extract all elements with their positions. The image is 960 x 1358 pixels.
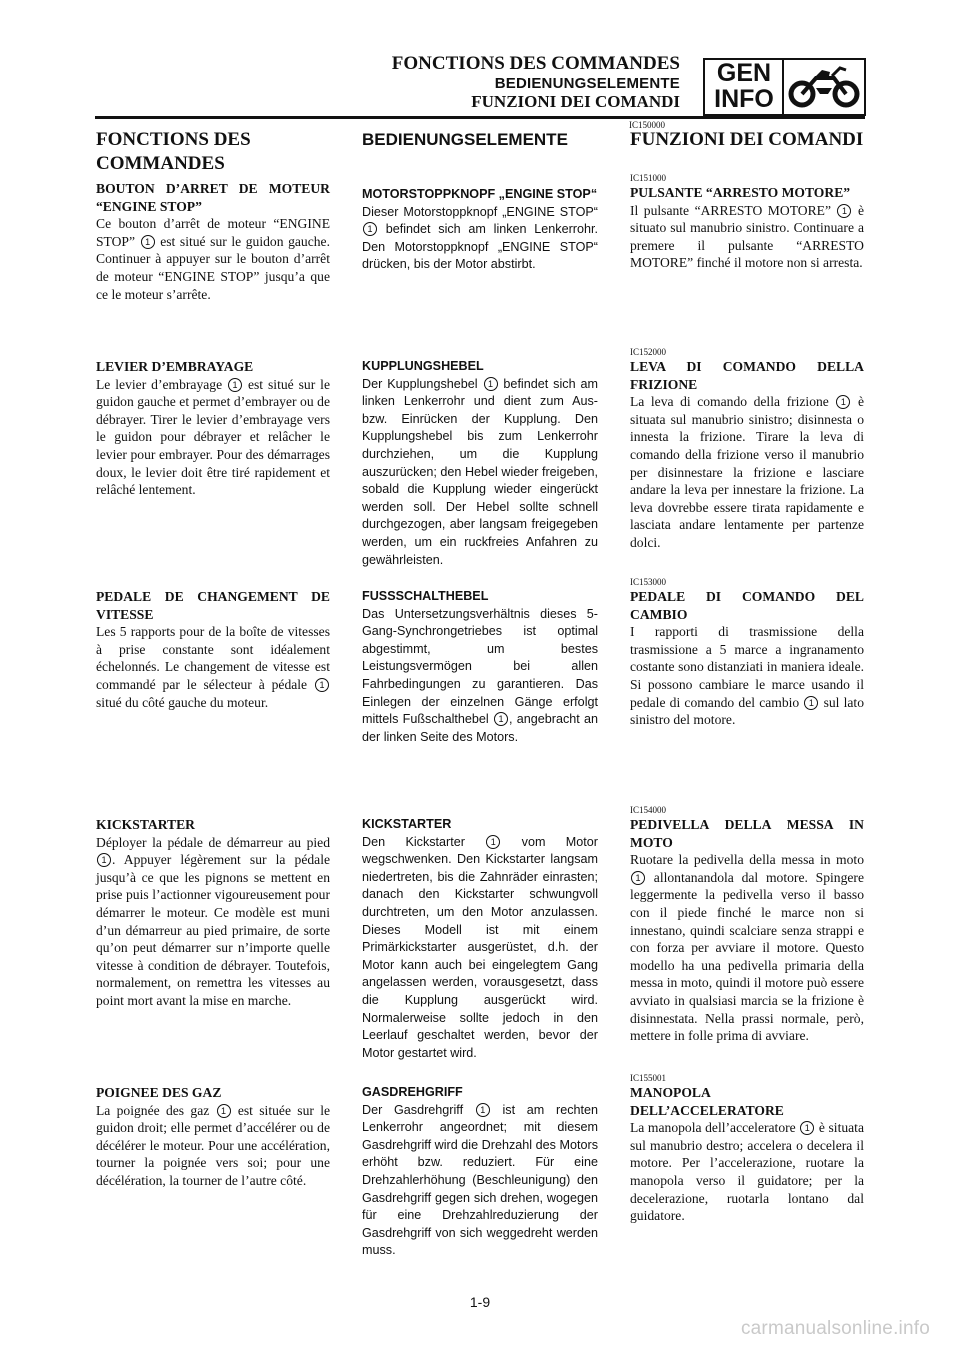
heading: PEDALE DI COMANDO DEL CAMBIO: [630, 589, 864, 622]
heading: LEVA DI COMANDO DELLA FRIZIONE: [630, 359, 864, 392]
heading: BOUTON D’ARRET DE MOTEUR “ENGINE STOP”: [96, 181, 330, 214]
column-title-it: FUNZIONI DEI COMANDI: [630, 129, 864, 150]
header-title-de: BEDIENUNGSELEMENTE: [494, 75, 680, 92]
heading: MANOPOLA DELL’ACCELERATORE: [630, 1085, 784, 1118]
column-title-de: BEDIENUNGSELEMENTE: [362, 130, 568, 149]
section-de-kickstarter: [362, 816, 598, 1062]
callout-number: 1: [486, 835, 500, 849]
section-code: IC151000: [630, 173, 666, 183]
section-code: IC150000: [629, 120, 665, 130]
heading: PEDIVELLA DELLA MESSA IN MOTO: [630, 817, 864, 850]
section-code: IC152000: [630, 347, 666, 357]
callout-number: 1: [141, 235, 155, 249]
header-title-it: FUNZIONI DEI COMANDI: [471, 92, 680, 111]
heading: PEDALE DE CHANGEMENT DE VITESSE: [96, 589, 330, 622]
callout-number: 1: [97, 853, 111, 867]
badge-divider: [782, 60, 784, 114]
section-de-shift-pedal: [362, 588, 598, 746]
section-code: IC153000: [630, 577, 666, 587]
callout-number: 1: [800, 1121, 814, 1135]
section-de-throttle: [362, 1084, 598, 1260]
body: La manopola dell’acceleratore 1 è situata sul manubrio destro; accelera o decelera il motore. Per l’accelerazione, ruotare la manopola verso il guidatore; per la decelerazione, ruotarla lontano dal guidatore.: [630, 1120, 864, 1224]
body: Les 5 rapports pour de la boîte de vitesses à prise constante sont idéalement échelonnés. Le changement de vitesse est commandé par le sélecteur à pédale 1 situé du côté gauche du moteur.: [96, 624, 330, 710]
info-label: INFO: [714, 85, 774, 113]
section-fr-clutch: [96, 358, 330, 499]
section-it-kickstarter: [630, 804, 864, 1045]
section-fr-shift-pedal: [96, 588, 330, 711]
section-code: IC154000: [630, 805, 666, 815]
header-rule: [95, 116, 865, 119]
body: Déployer la pédale de démarreur au pied 1 . Appuyer légèrement sur la pédale jusqu’à ce que les pignons se mettent en prise puis l’actionner vigoureusement pour démarrer le moteur. Ce modèle est muni d’un démarreur au pied primaire, de sorte qu’on peut démarrer sur n’importe quelle vitesse à condition de débrayer. Toutefois, normalement, on remettra les vitesses au point mort avant la mise en marche.: [96, 834, 330, 1008]
body: Il pulsante “ARRESTO MOTORE” 1 è situato sul manubrio sinistro. Continuare a premere il pulsante “ARRESTO MOTORE” finché il motore non si arresta.: [630, 202, 864, 271]
callout-number: 1: [631, 871, 645, 885]
heading: PULSANTE “ARRESTO MOTORE”: [630, 185, 851, 200]
watermark: carmanualsonline.info: [740, 1318, 930, 1339]
body: Den Kickstarter 1 vom Motor wegschwenken. Den Kickstarter langsam niedertreten, bis die Zahnräder einrasten; danach den Kickstarter schwungvoll durchtreten, um den Motor anzulassen. Dieses Modell ist mit einem Primärkickstarter ausgerüstet, d.h. der Motor kann auch bei eingelegtem Gang angelassen werden, vorausgesetzt, dass die Kupplung ausgerückt wird. Normalerweise sollte jedoch in den Leerlauf geschaltet werden, bevor der Motor gestartet wird.: [362, 834, 598, 1060]
heading: KICKSTARTER: [96, 817, 195, 832]
callout-number: 1: [228, 378, 242, 392]
motorcycle-icon: [788, 64, 860, 110]
body: Le levier d’embrayage 1 est situé sur le guidon gauche et permet d’embrayer ou de débrayer. Tirer le levier d’embrayage vers le guidon pour débrayer et relâcher le levier pour embrayer. Pour des démarrages doux, le levier doit être tiré rapidement et relâché lentement.: [96, 376, 330, 498]
section-de-engine-stop: [362, 186, 598, 274]
callout-number: 1: [217, 1104, 231, 1118]
body: La leva di comando della frizione 1 è situata sul manubrio sinistro; disinnesta o innesta la frizione. Tirare la leva di comando della frizione verso il manubrio per disinnestare la frizione e lasciare andare la leva per innestare la frizione. La leva dovrebbe essere tirata rapidamente e lasciata andare lentamente per partenze dolci.: [630, 394, 864, 550]
body: Der Kupplungshebel 1 befindet sich am linken Lenkerrohr und dient zum Aus- bzw. Einrücken der Kupplung. Den Kupplungshebel bis zum Lenkerrohr durchziehen, um die Kupplung auszurücken; den Hebel wieder freigeben, sobald die Kupplung wieder eingerückt werden soll. Der Hebel sollte schnell durchgezogen, aber langsam freigegeben werden, um ein ruckfreies Anfahren zu gewährleisten.: [362, 376, 598, 567]
section-code: IC155001: [630, 1073, 666, 1083]
section-it-clutch: [630, 346, 864, 552]
body: I rapporti di trasmissione della trasmissione a 5 marce a ingranamento costante sono distanziati in maniera ideale. Si possono cambiare le marce usando il pedale di comando del cambio 1 sul lato sinistro del motore.: [630, 624, 864, 728]
body: La poignée des gaz 1 est située sur le guidon droit; elle permet d’accélérer ou de décélérer le moteur. Pour une accélération, tourner la poignée vers soi; pour une décélération, la tourner de l’autre côté.: [96, 1102, 330, 1188]
section-it-shift-pedal: [630, 576, 864, 729]
body: Der Gasdrehgriff 1 ist am rechten Lenkerrohr angeordnet; mit diesem Gasdrehgriff wird die Drehzahl des Motors erhöht bzw. reduziert. Für eine Drehzahlerhöhung (Beschleunigung) den Gasdrehgriff gegen sich drehen, wogegen für eine Drehzahlreduzierung der Gasdrehgriff von sich weggedreht werden muss.: [362, 1102, 599, 1258]
section-it-throttle: [630, 1072, 864, 1225]
callout-number: 1: [804, 696, 818, 710]
section-fr-throttle: [96, 1084, 330, 1190]
heading: KICKSTARTER: [362, 817, 452, 831]
section-fr-kickstarter: [96, 816, 330, 1010]
callout-number: 1: [484, 377, 498, 391]
heading: FUSSSCHALTHEBEL: [362, 589, 489, 603]
column-title-fr: FONCTIONS DES COMMANDES: [96, 129, 251, 174]
gen-label: GEN: [716, 59, 772, 87]
heading: KUPPLUNGSHEBEL: [362, 359, 484, 373]
callout-number: 1: [315, 678, 329, 692]
heading: POIGNEE DES GAZ: [96, 1085, 222, 1100]
section-fr-engine-stop: [96, 180, 330, 303]
callout-number: 1: [837, 204, 851, 218]
body: Ruotare la pedivella della messa in moto 1 allontanandola dal motore. Spingere leggermente la pedivella verso il basso con il piede finché le marce non si innestano, quindi scalciare senza strappi e con forza per avviare il motore. Questo modello ha una pedivella primaria della messa in moto, quindi il motore può essere avviato in qualsiasi marcia se la frizione è disinnestata. Nella prassi normale, però, mettere in folle prima di avviare.: [630, 852, 864, 1044]
heading: LEVIER D’EMBRAYAGE: [96, 359, 254, 374]
callout-number: 1: [494, 712, 508, 726]
callout-number: 1: [476, 1103, 490, 1117]
body: Ce bouton d’arrêt de moteur “ENGINE STOP” 1 est situé sur le guidon gauche. Continuer à appuyer sur le bouton d’arrêt de moteur “ENGINE STOP” jusqu’a que ce le moteur s’arrête.: [96, 216, 330, 302]
heading: MOTORSTOPPKNOPF „ENGINE STOP“: [362, 187, 598, 201]
callout-number: 1: [363, 222, 377, 236]
gen-info-label: [707, 60, 781, 112]
section-it-engine-stop: [630, 172, 864, 272]
heading: GASDREHGRIFF: [362, 1085, 463, 1099]
header-title-fr: FONCTIONS DES COMMANDES: [391, 53, 680, 74]
body: Das Untersetzungsverhältnis dieses 5-Gang-Synchrongetriebes ist optimal abgestimmt, um bestes Leistungsvermögen bei allen Fahrbedingungen zu garantieren. Das Einlegen der einzelnen Gänge erfolgt mittels Fußschalthebel 1 , angebracht an der linken Seite des Motors.: [362, 606, 598, 744]
callout-number: 1: [836, 395, 850, 409]
page-number: 1-9: [469, 1294, 491, 1310]
body: Dieser Motorstoppknopf „ENGINE STOP“ 1 befindet sich am linken Lenkerrohr. Den Motorstoppknopf „ENGINE STOP“ drücken, bis der Motor abstirbt.: [362, 204, 598, 272]
section-de-clutch: [362, 358, 598, 569]
